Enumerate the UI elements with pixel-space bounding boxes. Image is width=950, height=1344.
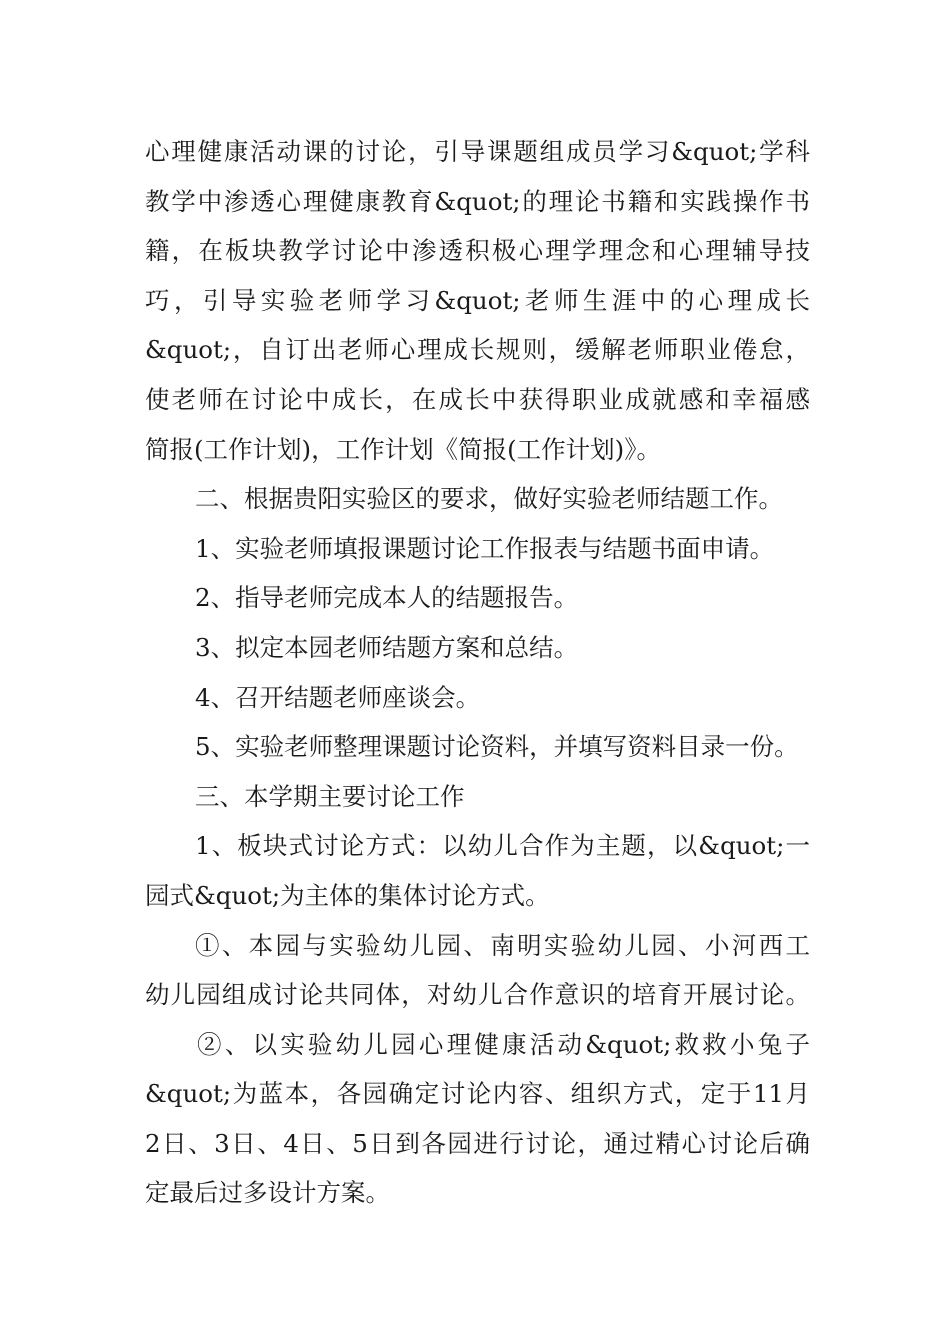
text-line: 使老师在讨论中成长，在成长中获得职业成就感和幸福感 bbox=[145, 384, 810, 414]
section-heading: 三、本学期主要讨论工作 bbox=[195, 781, 465, 811]
text-line: 简报(工作计划)，工作计划《简报(工作计划)》。 bbox=[145, 434, 661, 464]
text-line: 园式&quot;为主体的集体讨论方式。 bbox=[145, 880, 550, 910]
document-body bbox=[145, 127, 810, 1218]
list-item: 1、实验老师填报课题讨论工作报表与结题书面申请。 bbox=[195, 533, 775, 563]
list-item: 2、指导老师完成本人的结题报告。 bbox=[195, 583, 579, 613]
list-item: 5、实验老师整理课题讨论资料，并填写资料目录一份。 bbox=[195, 732, 799, 762]
text-line: &quot;为蓝本，各园确定讨论内容、组织方式，定于11月 bbox=[145, 1079, 810, 1109]
list-item: ②、以实验幼儿园心理健康活动&quot;救救小兔子 bbox=[197, 1029, 810, 1059]
text-line: 2日、3日、4日、5日到各园进行讨论，通过精心讨论后确 bbox=[145, 1128, 810, 1158]
list-item: ①、本园与实验幼儿园、南明实验幼儿园、小河西工 bbox=[195, 930, 810, 960]
list-item: 1、板块式讨论方式：以幼儿合作为主题，以&quot;一 bbox=[195, 831, 810, 861]
text-line: 幼儿园组成讨论共同体，对幼儿合作意识的培育开展讨论。 bbox=[145, 980, 810, 1010]
text-line: 教学中渗透心理健康教育&quot;的理论书籍和实践操作书 bbox=[145, 186, 810, 216]
list-item: 4、召开结题老师座谈会。 bbox=[195, 682, 481, 712]
text-line: 定最后过多设计方案。 bbox=[145, 1178, 390, 1208]
section-heading: 二、根据贵阳实验区的要求，做好实验老师结题工作。 bbox=[195, 484, 783, 514]
text-line: &quot;，自订出老师心理成长规则，缓解老师职业倦怠， bbox=[145, 335, 810, 365]
list-item: 3、拟定本园老师结题方案和总结。 bbox=[195, 632, 579, 662]
text-line: 心理健康活动课的讨论，引导课题组成员学习&quot;学科 bbox=[145, 137, 810, 166]
text-line: 巧，引导实验老师学习&quot;老师生涯中的心理成长 bbox=[145, 285, 810, 315]
text-line: 籍，在板块教学讨论中渗透积极心理学理念和心理辅导技 bbox=[145, 236, 810, 266]
